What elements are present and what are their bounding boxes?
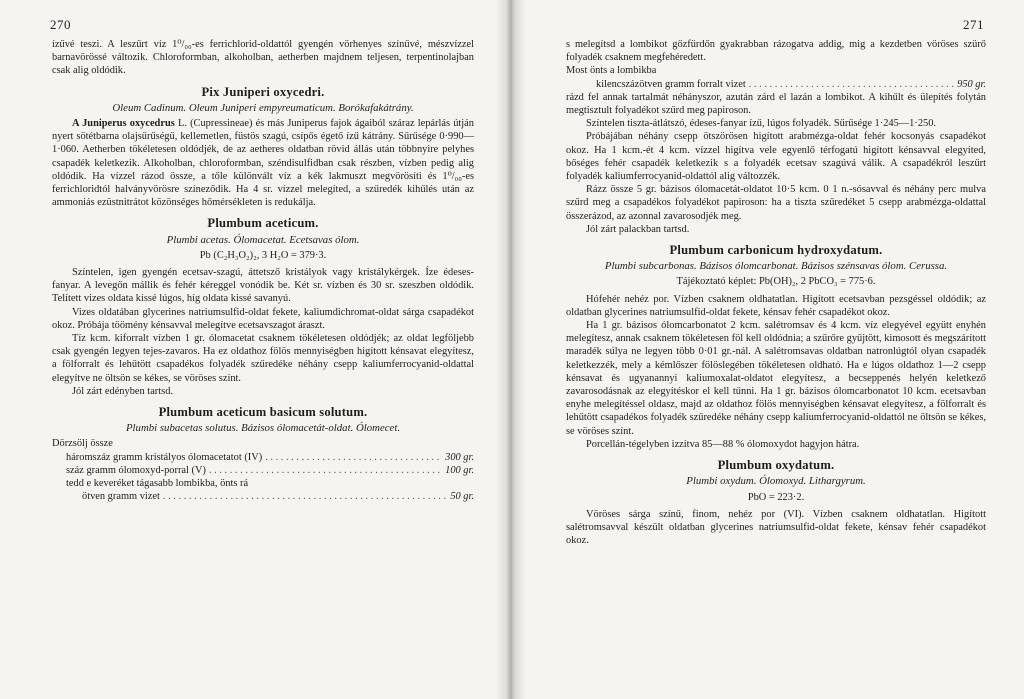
leader-dots xyxy=(265,451,442,464)
recipe-row xyxy=(52,464,474,477)
recipe-ingredient: háromszáz gramm kristályos ólomacetatot (IV) xyxy=(66,451,263,463)
paragraph: rázd fel annak tartalmát néhányszor, azután zárd el lazán a lombikot. A kihűlt és ülepítés folytán megtisztult folyadékot szűrd meg papiroson. xyxy=(566,91,986,117)
paragraph: Próbájában néhány csepp ötszörösen higított arabmézga-oldat fehér kocsonyás csapadékot okoz. Ha 1 kcm.-ét 4 kcm. vízzel higítva vele egyenlő térfogatú higított kénsavval elegyíted, bőséges fehér csapadék keletkezik s a folyadék ecetsav szagúvá válik. A csapadékról leszűrt folyadék kaliumferrocyanid-oldattól alig változzék. xyxy=(566,131,986,183)
recipe-amount: 300 gr. xyxy=(445,451,474,463)
recipe-amount: 50 gr. xyxy=(450,491,474,503)
paragraph: Jól zárt edényben tartsd. xyxy=(72,385,173,397)
chemical-formula: Pb (C₂H₃O₂)₂, 3 H₂O = 379·3. xyxy=(199,249,327,261)
paragraph: Színtelen, igen gyengén ecetsav-szagú, áttetsző kristályok vagy kristálykérgek. Íze édeses-fanyar. A levegőn mállik és fehér kéreggel vonódik be. Két sr. vízben és 30 sr. szeszben oldódik. Telített vizes oldata kissé lúgos, híg oldata kissé savanyú. xyxy=(52,267,474,305)
paragraph: Vöröses sárga színű, finom, nehéz por (VI). Vízben csaknem oldhatatlan. Higított salétromsavval készült oldatban glycerines natriumsulfid-oldat fekete, kénsav fehér csapadékot okoz. xyxy=(566,508,986,547)
left-page xyxy=(0,0,508,699)
paragraph: Hófehér nehéz por. Vízben csaknem oldhatatlan. Higított ecetsavban pezsgéssel oldódik; az oldatban glycerines natriumsulfid-oldat fekete, kénsav fehér csapadékot okoz. xyxy=(566,293,986,318)
leader-dots xyxy=(749,78,954,91)
paragraph: s melegítsd a lombikot gőzfürdőn gyakrabban rázogatva addig, mig a kezdetben vöröses szürő folyadék csaknem megfehéredett. xyxy=(566,39,986,64)
section-subtitle: Oleum Cadinum. Oleum Juniperi empyreumaticum. Borókafakátrány. xyxy=(112,101,414,114)
book-gutter xyxy=(496,0,526,699)
section-subtitle: Plumbi acetas. Ólomacetat. Ecetsavas ólom. xyxy=(166,233,360,246)
paragraph: Tíz kcm. kiforralt vízben 1 gr. ólomacetat csaknem tökéletesen oldódjék; az oldat legföljebb csak gyengén legyen tejes-zavaros. Ha ez oldathoz fölös mennyiségben higított kénsavat elegyítesz, a fölforralt és lehűtött csapadékos folyadék szűredéke néhány csepp kaliumferrocyanid-oldattal elegyítve ne öltsön se kékes, se vöröses színt. xyxy=(52,333,474,384)
section-title: Plumbum carbonicum hydroxydatum. xyxy=(669,243,883,258)
section-subtitle: Plumbi subcarbonas. Bázisos ólomcarbonat. Bázisos szénsavas ólom. Cerussa. xyxy=(604,260,948,273)
recipe-step: tedd e keveréket tágasabb lombikba, önts rá xyxy=(66,478,249,490)
paragraph: Rázz össze 5 gr. bázisos ólomacetát-oldatot 10·5 kcm. 0 1 n.-sósavval és néhány perc mulva szűrd meg a csapadékos folyadékot papiroson: ha a tiszta szűredéket 5 csepp arabmézga-oldattal összerázod, az azonnal zavarosodjék meg. xyxy=(566,184,986,222)
page-number: 271 xyxy=(963,17,984,32)
section-title: Plumbum aceticum basicum solutum. xyxy=(158,405,368,420)
leader-dots xyxy=(209,464,442,477)
section-title: Pix Juniperi oxycedri. xyxy=(201,84,325,99)
right-page xyxy=(512,0,1024,699)
recipe-ingredient: kilencszázötven gramm forralt vizet xyxy=(596,78,746,90)
paragraph: Színtelen tiszta-átlátszó, édeses-fanyar ízű, lúgos folyadék. Sűrűsége 1·245—1·250. xyxy=(586,118,937,130)
recipe-row xyxy=(52,451,474,464)
right-page-text xyxy=(566,38,986,547)
recipe-ingredient: ötven gramm vizet xyxy=(82,491,160,503)
recipe-amount: 100 gr. xyxy=(445,464,474,476)
section-title: Plumbum aceticum. xyxy=(207,216,319,231)
chemical-formula: Tájékoztató képlet: Pb(OH)₂, 2 PbCO₃ = 775·6. xyxy=(676,276,876,288)
paragraph xyxy=(52,117,474,209)
paragraph-body: L. (Cupressineae) és más Juniperus fajok ágaiból száraz lepárlás útján nyert sötétbarna olajsűrűségű, kellemetlen, füstös szagú, csípős égető ízű kátrány. Sűrűsége 0·990—1·060. Aetherben tökéletesen oldódjék, de az aetheres oldatban rövid állás után többnyire pelyhes csapadék keletkezik. Alkoholban, chloroformban, széndisulfidban csak részben, vízben pedig alig oldódik. Ha vízzel rázod össze, a tőle különvált víz a kék lakmuszt megvörösíti és 1⁰/₀₀-es ferrichloridtól halványvörösre színeződik. Ha 4 sr. vízzel melegíted, a szűredék kihűlés után az ammoniás ezüstnitrátot közönséges hőmérsékleten is redukálja. xyxy=(52,118,474,209)
recipe-amount: 950 gr. xyxy=(957,78,986,90)
lead-term: A Juniperus oxycedrus xyxy=(72,118,175,130)
recipe-intro: Most önts a lombikba xyxy=(566,65,657,77)
paragraph: Ha 1 gr. bázisos ólomcarbonatot 2 kcm. salétromsav és 4 kcm. víz elegyével együtt enyhén melegítesz, annak csaknem tökéletesen föl kell oldódnia; a szűrőre gyűjtött, kimosott és megszárított maradék súlya ne legyen több 0·01 gr.-nál. A salétromsavas oldatban natronlúgtól olyan csapadék keletkezzék, mely a kémlőszer fölöslegében tökéletesen oldható. Ha e lúgos oldathoz 1—2 csepp kénsavat és ugyanannyi kaliumoxalat-oldatot elegyítesz, a becseppenés helyén keletkező zavarosodásnak az elegyítéskor el kell tűnni. Ha 1 gr. bázisos ólomcarbonatot 10 kcm. ecetsavban enyhe melegítéssel oldasz, majd az oldathoz fölös mennyiségben kénsavat elegyítesz, a fölforralt és lehűtött csapadékos folyadék szűredéke néhány csepp kaliumferrocyanid-oldattól ne öltsön se kékes, se vöröses színt. xyxy=(566,320,986,437)
chemical-formula: PbO = 223·2. xyxy=(747,491,805,503)
paragraph: ízűvé teszi. A leszűrt víz 1⁰/₀₀-es ferrichlorid-oldattól gyengén vörhenyes színűvé, mészvízzel barnavörössé változik. Chloroformban, alkoholban, aetherben majdnem teljesen, terpentinolajban csak alig oldódik. xyxy=(52,39,474,77)
section-subtitle: Plumbi oxydum. Ólomoxyd. Lithargyrum. xyxy=(686,475,866,488)
recipe-row xyxy=(566,78,986,91)
page-number: 270 xyxy=(50,17,71,32)
paragraph: Jól zárt palackban tartsd. xyxy=(586,223,690,235)
section-title: Plumbum oxydatum. xyxy=(717,458,835,473)
left-page-text xyxy=(52,38,474,504)
leader-dots xyxy=(163,490,447,503)
recipe-ingredient: száz gramm ólomoxyd-porral (V) xyxy=(66,464,206,476)
paragraph: Porcellán-tégelyben izzítva 85—88 % ólomoxydot hagyjon hátra. xyxy=(586,438,860,450)
section-subtitle: Plumbi subacetas solutus. Bázisos ólomacetát-oldat. Ólomecet. xyxy=(125,422,401,435)
recipe-row xyxy=(52,490,474,503)
paragraph: Vizes oldatában glycerines natriumsulfid-oldat fekete, kaliumdichromat-oldat sárga csapadékot okoz. Próbája töömény kénsavval melegítve ecetsavszagot áraszt. xyxy=(52,306,474,331)
recipe-intro: Dörzsölj össze xyxy=(52,438,113,450)
